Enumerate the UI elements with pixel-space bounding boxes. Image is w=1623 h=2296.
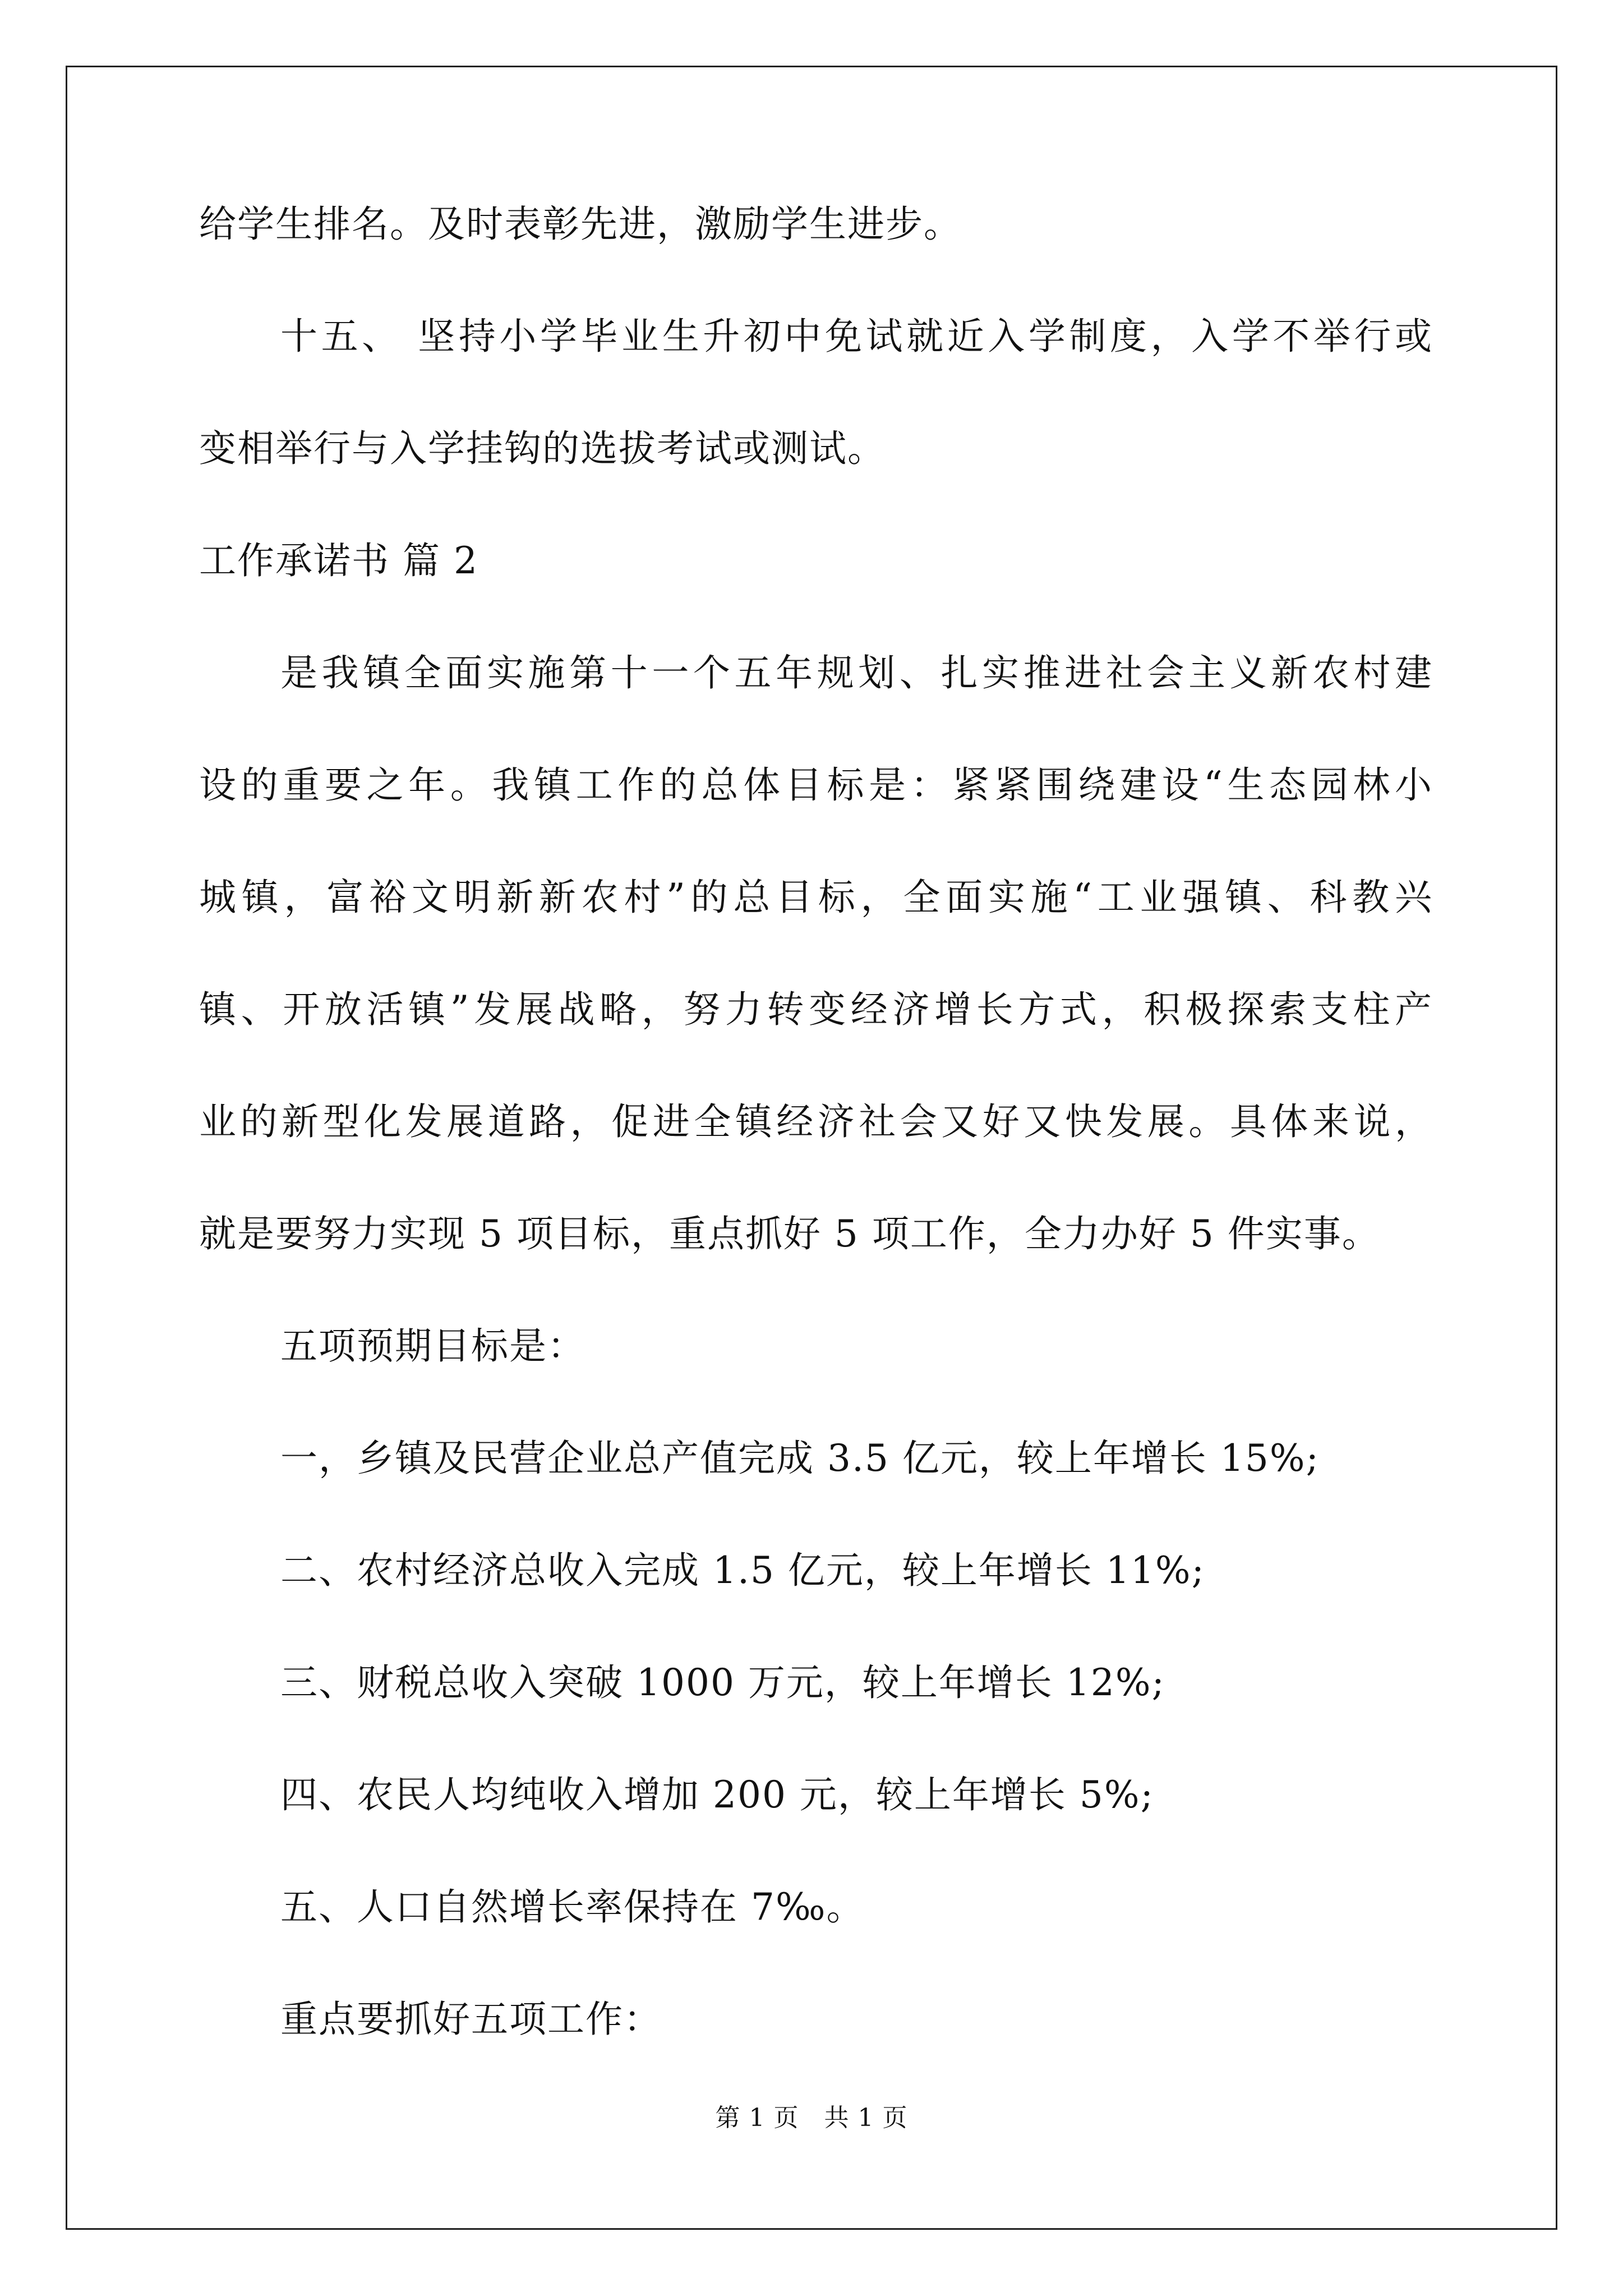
text-line-15: 四、农民人均纯收入增加 200 元，较上年增长 5%; bbox=[280, 1773, 1154, 1816]
text-line-12: 一，乡镇及民营企业总产值完成 3.5 亿元，较上年增长 15%; bbox=[280, 1437, 1320, 1480]
text-line-10: 就是要努力实现 5 项目标，重点抓好 5 项工作，全力办好 5 件实事。 bbox=[199, 1212, 1380, 1255]
text-line-16: 五、人口自然增长率保持在 7‰。 bbox=[280, 1885, 865, 1929]
text-line-5: 是我镇全面实施第十一个五年规划、扎实推进社会主义新农村建 bbox=[280, 651, 1433, 694]
text-line-8: 镇、开放活镇”发展战略，努力转变经济增长方式，积极探索支柱产 bbox=[199, 988, 1433, 1031]
text-line-9: 业的新型化发展道路，促进全镇经济社会又好又快发展。具体来说， bbox=[199, 1100, 1433, 1143]
text-line-13: 二、农村经济总收入完成 1.5 亿元，较上年增长 11%; bbox=[280, 1549, 1205, 1592]
text-line-2: 十五、 坚持小学毕业生升初中免试就近入学制度，入学不举行或 bbox=[280, 315, 1433, 358]
section-heading: 工作承诺书 篇 2 bbox=[199, 539, 478, 582]
text-line-1: 给学生排名。及时表彰先进，激励学生进步。 bbox=[199, 203, 962, 246]
text-line-11: 五项预期目标是： bbox=[280, 1324, 585, 1368]
text-line-14: 三、财税总收入突破 1000 万元，较上年增长 12%; bbox=[280, 1661, 1165, 1704]
page-footer: 第 1 页 共 1 页 bbox=[715, 2104, 908, 2132]
text-line-3: 变相举行与入学挂钩的选拔考试或测试。 bbox=[199, 427, 886, 470]
text-line-6: 设的重要之年。我镇工作的总体目标是：紧紧围绕建设“生态园林小 bbox=[199, 763, 1433, 807]
text-line-7: 城镇，富裕文明新新农村”的总目标，全面实施“工业强镇、科教兴 bbox=[199, 876, 1433, 919]
text-line-17: 重点要抓好五项工作： bbox=[280, 1998, 662, 2041]
